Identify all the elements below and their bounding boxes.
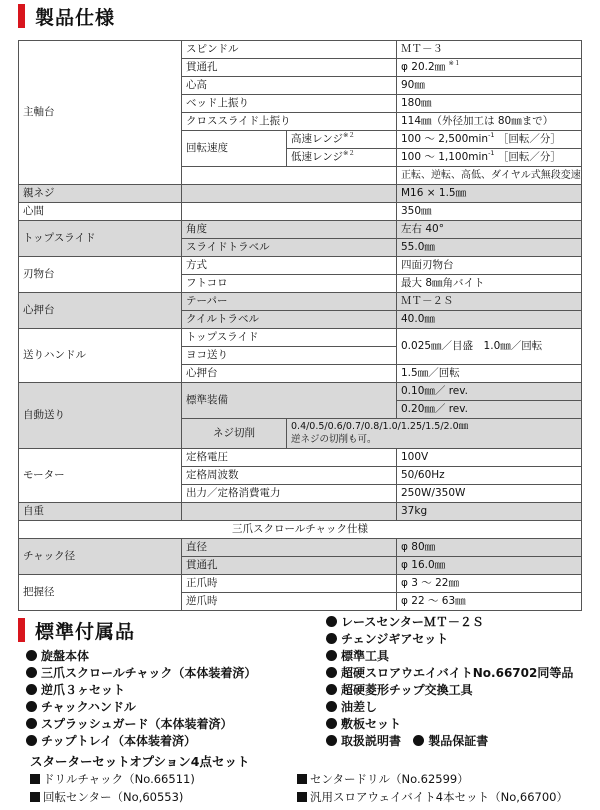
std-equip-label: 標準装備 [182, 383, 397, 419]
grip-group-cell: 把握径 [19, 575, 182, 611]
handle-feed-value: 0.025㎜／目盛 1.0㎜／回転 [397, 329, 582, 365]
threading-value-1: 0.4/0.5/0.6/0.7/0.8/1.0/1.25/1.5/2.0㎜ [291, 420, 469, 432]
high-range-rpm: ［回転／分］ [497, 132, 561, 145]
threading-value-cell [287, 419, 582, 449]
method-label: 方式 [182, 257, 397, 275]
chuck-spec-title: 三爪スクロールチャック仕様 [19, 521, 582, 539]
center-height-label: 心高 [182, 77, 397, 95]
accessories-right-list [326, 614, 573, 750]
accessories-left-list [26, 648, 256, 750]
jaw-reverse-label: 逆爪時 [182, 593, 397, 611]
list-item: 敷板セット [326, 716, 573, 733]
speed-group-cell: 回転速度 [182, 131, 287, 167]
bullet-icon [413, 735, 424, 746]
swing-bed-label: ベッド上振り [182, 95, 397, 113]
list-item: スプラッシュガード（本体装着済） [26, 716, 256, 733]
list-item: 逆爪３ヶセット [26, 682, 256, 699]
list-item: 標準工具 [326, 648, 573, 665]
tailstock-group-cell: 心押台 [19, 293, 182, 329]
angle-label: 角度 [182, 221, 397, 239]
autofeed-group-cell: 自動送り [19, 383, 182, 449]
slide-travel-label: スライドトラベル [182, 239, 397, 257]
quill-value: 40.0㎜ [397, 311, 582, 329]
bullet-icon [26, 650, 37, 661]
between-centers-label: 心間 [19, 203, 182, 221]
bullet-icon [26, 718, 37, 729]
toolpost-group-cell: 刃物台 [19, 257, 182, 293]
angle-value: 左右 40° [397, 221, 582, 239]
speed-extra-spacer [182, 167, 397, 185]
chuck-dia-label: 直径 [182, 539, 397, 557]
frequency-label: 定格周波数 [182, 467, 397, 485]
high-range-label: 高速レンジ [291, 132, 343, 145]
high-range-value-cell [397, 131, 582, 149]
jaw-normal-label: 正爪時 [182, 575, 397, 593]
low-range-unit: -1 [488, 148, 495, 157]
list-item: 汎用スロアウェイバイト4本セット（No,66700） [297, 789, 568, 805]
bullet-icon [26, 701, 37, 712]
bore-label: 貫通孔 [182, 59, 397, 77]
bullet-icon [26, 735, 37, 746]
bullet-icon [326, 701, 337, 712]
list-item: 回転センター（No,60553) [30, 789, 183, 805]
list-item: 取扱説明書 製品保証書 [326, 733, 573, 750]
leadscrew-value: M16 × 1.5㎜ [397, 185, 582, 203]
accessories-heading-text: 標準付属品 [35, 620, 136, 643]
list-item: ドリルチャック（No.66511) [30, 771, 195, 787]
center-height-value: 90㎜ [397, 77, 582, 95]
thickness-value: 最大 8㎜角バイト [397, 275, 582, 293]
between-centers-spacer [182, 203, 397, 221]
chuck-group-cell: チャック径 [19, 539, 182, 575]
voltage-value: 100V [397, 449, 582, 467]
std-equip-value-2: 0.20㎜／ rev. [397, 401, 582, 419]
list-item: 超硬菱形チップ交換工具 [326, 682, 573, 699]
power-label: 出力／定格消費電力 [182, 485, 397, 503]
low-range-rpm: ［回転／分］ [497, 150, 561, 163]
bullet-icon [326, 735, 337, 746]
motor-group-cell: モーター [19, 449, 182, 503]
method-value: 四面刃物台 [397, 257, 582, 275]
weight-label: 自重 [19, 503, 182, 521]
spindle-value: ＭＴ－３ [397, 41, 582, 59]
low-range-value-cell [397, 149, 582, 167]
starter-set-title: スターターセットオプション4点セット [30, 754, 250, 769]
high-range-unit: -1 [488, 130, 495, 139]
high-range-value: 100 ～ 2,500min [401, 132, 489, 145]
low-range-value: 100 ～ 1,100min [401, 150, 489, 163]
chuck-bore-label: 貫通孔 [182, 557, 397, 575]
bullet-icon [326, 718, 337, 729]
list-item: チャックハンドル [26, 699, 256, 716]
spec-table [18, 40, 581, 608]
bullet-icon [26, 667, 37, 678]
heading-accent-bar [18, 4, 25, 28]
bullet-icon [326, 633, 337, 644]
swing-cross-label: クロススライド上振り [182, 113, 397, 131]
threading-value-2: 逆ネジの切削も可。 [291, 433, 377, 445]
bullet-icon [26, 684, 37, 695]
list-item: センタードリル（No.62599） [297, 771, 469, 787]
power-value: 250W/350W [397, 485, 582, 503]
swing-bed-value: 180㎜ [397, 95, 582, 113]
swing-cross-value: 114㎜（外径加工は 80㎜まで） [397, 113, 582, 131]
chuck-dia-value: φ 80㎜ [397, 539, 582, 557]
chuck-bore-value: φ 16.0㎜ [397, 557, 582, 575]
quill-label: クイルトラベル [182, 311, 397, 329]
std-equip-value-1: 0.10㎜／ rev. [397, 383, 582, 401]
low-range-label: 低速レンジ [291, 150, 343, 163]
bullet-icon [326, 667, 337, 678]
leadscrew-spacer [182, 185, 397, 203]
list-item: 油差し [326, 699, 573, 716]
speed-extra-value: 正転、逆転、高低、ダイヤル式無段変速 [397, 167, 582, 185]
high-range-label-cell [287, 131, 397, 149]
square-bullet-icon [297, 774, 307, 784]
bore-value: φ 20.2㎜ [401, 60, 446, 73]
slide-travel-value: 55.0㎜ [397, 239, 582, 257]
list-item: 三爪スクロールチャック（本体装着済） [26, 665, 256, 682]
bullet-icon [326, 684, 337, 695]
bore-note: ※１ [448, 58, 461, 67]
spec-heading [18, 3, 115, 29]
bullet-icon [326, 650, 337, 661]
handle-top-label: トップスライド [182, 329, 397, 347]
list-item: 超硬スロアウエイバイトNo.66702同等品 [326, 665, 573, 682]
bullet-icon [326, 616, 337, 627]
taper-label: テーパー [182, 293, 397, 311]
bore-value-cell [397, 59, 582, 77]
list-item: チップトレイ（本体装着済） [26, 733, 256, 750]
list-item: チェンジギアセット [326, 631, 573, 648]
spindle-group-cell: 主軸台 [19, 41, 182, 185]
threading-label: ネジ切削 [182, 419, 287, 449]
spindle-label: スピンドル [182, 41, 397, 59]
frequency-value: 50/60Hz [397, 467, 582, 485]
square-bullet-icon [297, 792, 307, 802]
heading-accent-bar [18, 618, 25, 642]
square-bullet-icon [30, 774, 40, 784]
weight-value: 37kg [397, 503, 582, 521]
topslide-group-cell: トップスライド [19, 221, 182, 257]
low-range-label-cell [287, 149, 397, 167]
accessories-heading [18, 617, 135, 643]
low-range-note: ※２ [342, 148, 355, 157]
jaw-reverse-value: φ 22 ～ 63㎜ [397, 593, 582, 611]
high-range-note: ※２ [342, 130, 355, 139]
between-centers-value: 350㎜ [397, 203, 582, 221]
weight-spacer [182, 503, 397, 521]
handle-tail-label: 心押台 [182, 365, 397, 383]
handle-group-cell: 送りハンドル [19, 329, 182, 383]
thickness-label: フトコロ [182, 275, 397, 293]
handle-cross-label: ヨコ送り [182, 347, 397, 365]
square-bullet-icon [30, 792, 40, 802]
spec-heading-text: 製品仕様 [35, 6, 116, 29]
list-item: 旋盤本体 [26, 648, 256, 665]
handle-tail-value: 1.5㎜／回転 [397, 365, 582, 383]
leadscrew-label: 親ネジ [19, 185, 182, 203]
jaw-normal-value: φ 3 ～ 22㎜ [397, 575, 582, 593]
taper-value: ＭＴ－２Ｓ [397, 293, 582, 311]
voltage-label: 定格電圧 [182, 449, 397, 467]
list-item: レースセンターＭＴ－２Ｓ [326, 614, 573, 631]
